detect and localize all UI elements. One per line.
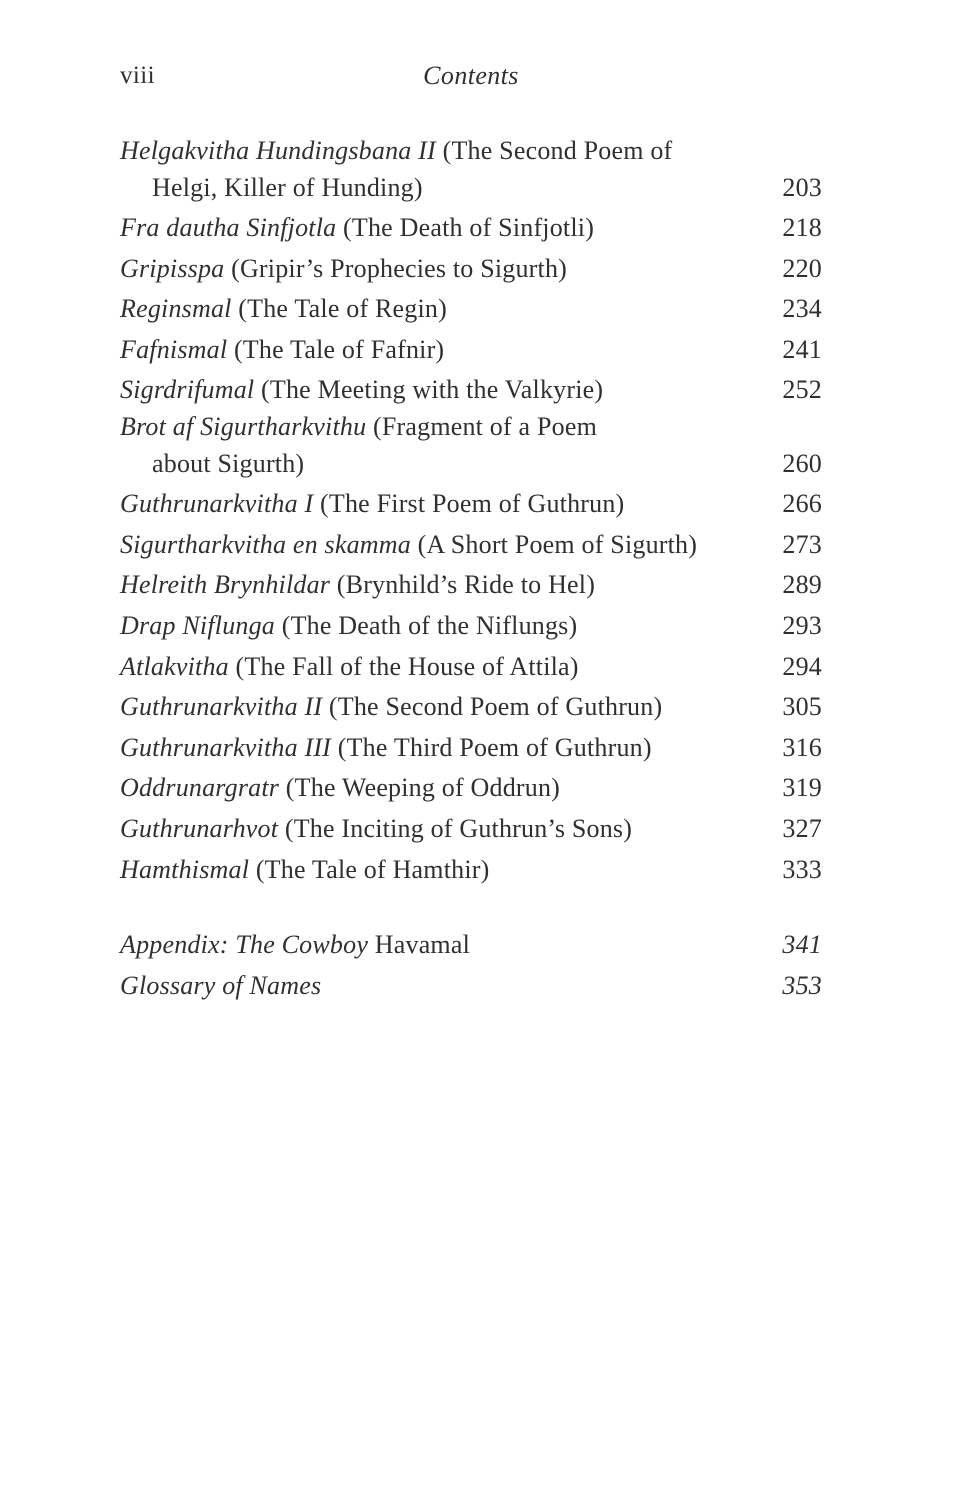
toc-entry-line [120,411,822,444]
toc-entry-line [120,809,822,850]
toc-entry-line [120,687,822,728]
entry-translation: (The Meeting with the Valkyrie) [254,375,604,405]
entry-translation: (The Second Poem of Guthrun) [322,692,663,722]
toc-entry-line [120,768,822,809]
toc-entry [120,728,822,769]
entry-translation-continued: about Sigurth) [152,448,305,478]
entry-translation: (Fragment of a Poem [366,412,598,442]
toc-entry [120,249,822,290]
toc-entry-line [120,966,822,1007]
entry-title: Sigurtharkvitha en skamma [120,529,411,559]
toc-entry [120,687,822,728]
toc-entry [120,484,822,525]
entry-page-number: 319 [782,773,822,803]
toc-entry [120,809,822,850]
entry-title: Guthrunarkvitha I [120,489,314,519]
toc-entry [120,330,822,371]
entry-page-number: 234 [782,294,822,324]
entry-title: Guthrunarhvot [120,813,279,843]
running-head: Contents [423,61,519,90]
entry-title: Fra dautha Sinfjotla [120,213,337,243]
entry-translation: (The Tale of Fafnir) [227,334,445,364]
entry-translation: (The Tale of Regin) [231,294,447,324]
entry-translation: (Brynhild’s Ride to Hel) [330,570,596,600]
toc-entry [120,289,822,330]
toc-entry-line [120,647,822,688]
folio-page-number: viii [120,62,155,89]
entry-page-number: 289 [782,570,822,600]
toc-entry [120,135,822,208]
entry-translation: (The First Poem of Guthrun) [313,489,625,519]
entry-translation: (The Fall of the House of Attila) [228,651,579,681]
entry-page-number: 305 [782,692,822,722]
toc-entry-line [120,370,822,411]
toc-entry-line [120,728,822,769]
toc-entry-line [120,208,822,249]
entry-page-number: 252 [782,375,822,405]
entry-title: Helreith Brynhildar [120,570,331,600]
page-header [120,55,822,96]
entry-title: Guthrunarkvitha II [120,692,323,722]
entry-page-number: 241 [782,334,822,364]
toc-entry-line [120,330,822,371]
entry-translation: (A Short Poem of Sigurth) [410,529,698,559]
toc-entry [120,606,822,647]
entry-title: Reginsmal [120,294,232,324]
entry-title: Appendix: The Cowboy [120,930,369,960]
entry-page-number: 220 [782,253,822,283]
toc-entry [120,966,822,1007]
toc-entry-line [120,249,822,290]
entry-title: Sigrdrifumal [120,375,255,405]
toc-entry-line [120,565,822,606]
entry-page-number: 266 [782,489,822,519]
toc-entry [120,768,822,809]
table-of-contents [120,135,822,1006]
entry-title: Gripisspa [120,253,225,283]
entry-translation: (The Weeping of Oddrun) [279,773,561,803]
entry-page-number: 203 [782,172,822,202]
toc-entry-line [120,525,822,566]
entry-title: Brot af Sigurtharkvithu [120,412,367,442]
entry-title: Hamthismal [120,854,250,884]
toc-entry-line [120,850,822,891]
toc-entry-line [120,289,822,330]
entry-translation-continued: Helgi, Killer of Hunding) [152,172,423,202]
entry-page-number: 294 [782,651,822,681]
toc-entry-line [120,135,822,168]
entry-title: Helgakvitha Hundingsbana II [120,136,436,165]
entry-title: Guthrunarkvitha III [120,732,332,762]
toc-entry [120,411,822,484]
toc-entry [120,647,822,688]
entry-translation: (Gripir’s Prophecies to Sigurth) [224,253,568,283]
entry-translation: (The Second Poem of [435,136,673,165]
toc-entry [120,208,822,249]
entry-page-number: 333 [782,854,822,884]
entry-page-number: 316 [782,732,822,762]
toc-entry [120,370,822,411]
entry-translation: (The Death of the Niflungs) [275,610,578,640]
toc-entry-wrap-line [120,168,822,209]
entry-page-number: 293 [782,610,822,640]
entry-title: Glossary of Names [120,970,322,1000]
toc-entry-line [120,925,822,966]
toc-entry-wrap-line [120,444,822,485]
entry-page-number: 341 [782,930,822,960]
toc-entry [120,925,822,966]
entry-translation: Havamal [368,930,471,960]
entry-page-number: 273 [782,529,822,559]
entry-title: Atlakvitha [120,651,229,681]
toc-entry [120,565,822,606]
toc-entry [120,850,822,891]
toc-entry-line [120,484,822,525]
entry-page-number: 260 [782,448,822,478]
entry-title: Oddrunargratr [120,773,280,803]
entry-title: Drap Niflunga [120,610,276,640]
entry-translation: (The Tale of Hamthir) [249,854,490,884]
entry-page-number: 218 [782,213,822,243]
entry-page-number: 327 [782,813,822,843]
entry-translation: (The Third Poem of Guthrun) [331,732,652,762]
entry-translation: (The Inciting of Guthrun’s Sons) [278,813,633,843]
entry-translation: (The Death of Sinfjotli) [336,213,595,243]
toc-entry [120,525,822,566]
toc-entry-line [120,606,822,647]
entry-title: Fafnismal [120,334,228,364]
entry-page-number: 353 [782,970,822,1000]
